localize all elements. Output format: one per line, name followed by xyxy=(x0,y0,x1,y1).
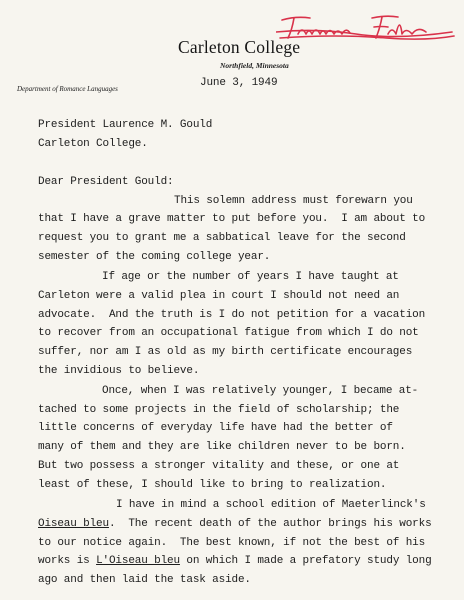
body-line-with-title: Oiseau bleu. The recent death of the author brings his works xyxy=(38,518,432,530)
body-line: I have in mind a school edition of Maeterlinck's xyxy=(116,499,426,511)
body-line: This solemn address must forewarn you xyxy=(174,195,413,207)
body-line: suffer, nor am I as old as my birth certificate encourages xyxy=(38,346,413,358)
body-line: semester of the coming college year. xyxy=(38,251,271,263)
body-line: little concerns of everyday life have had the better of xyxy=(38,422,393,434)
body-line: to recover from an occupational fatigue from which I do not xyxy=(38,327,419,339)
body-line: Carleton were a valid plea in court I should not need an xyxy=(38,290,400,302)
body-line: advocate. And the truth is I do not petition for a vacation xyxy=(38,309,426,321)
book-title: L'Oiseau bleu xyxy=(96,555,180,567)
body-line: request you to grant me a sabbatical leave for the second xyxy=(38,232,406,244)
letterhead-institution: Carleton College xyxy=(178,37,301,57)
body-line: that I have a grave matter to put before you. I am about to xyxy=(38,213,426,225)
body-line: many of them and they are like children never to be born. xyxy=(38,441,406,453)
recipient-institution: Carleton College. xyxy=(38,138,148,150)
recipient-name: President Laurence M. Gould xyxy=(38,119,213,131)
body-line: the invidious to believe. xyxy=(38,365,200,377)
letter-date: June 3, 1949 xyxy=(200,77,278,89)
body-line: But two possess a stronger vitality and these, or one at xyxy=(38,460,400,472)
body-line: to our notice again. The best known, if not the best of his xyxy=(38,537,426,549)
department-name: Department of Romance Languages xyxy=(17,85,118,93)
body-line: least of these, I should like to bring to realization. xyxy=(38,479,387,491)
body-line-with-title: works is L'Oiseau bleu on which I made a prefatory study long xyxy=(38,555,432,567)
letterhead-location: Northfield, Minnesota xyxy=(220,61,289,70)
body-line: ago and then laid the task aside. xyxy=(38,574,251,586)
body-line: If age or the number of years I have taught at xyxy=(102,271,399,283)
book-title: Oiseau bleu xyxy=(38,518,109,530)
salutation: Dear President Gould: xyxy=(38,176,174,188)
body-line: Once, when I was relatively younger, I became at- xyxy=(102,385,419,397)
body-line: tached to some projects in the field of scholarship; the xyxy=(38,404,400,416)
